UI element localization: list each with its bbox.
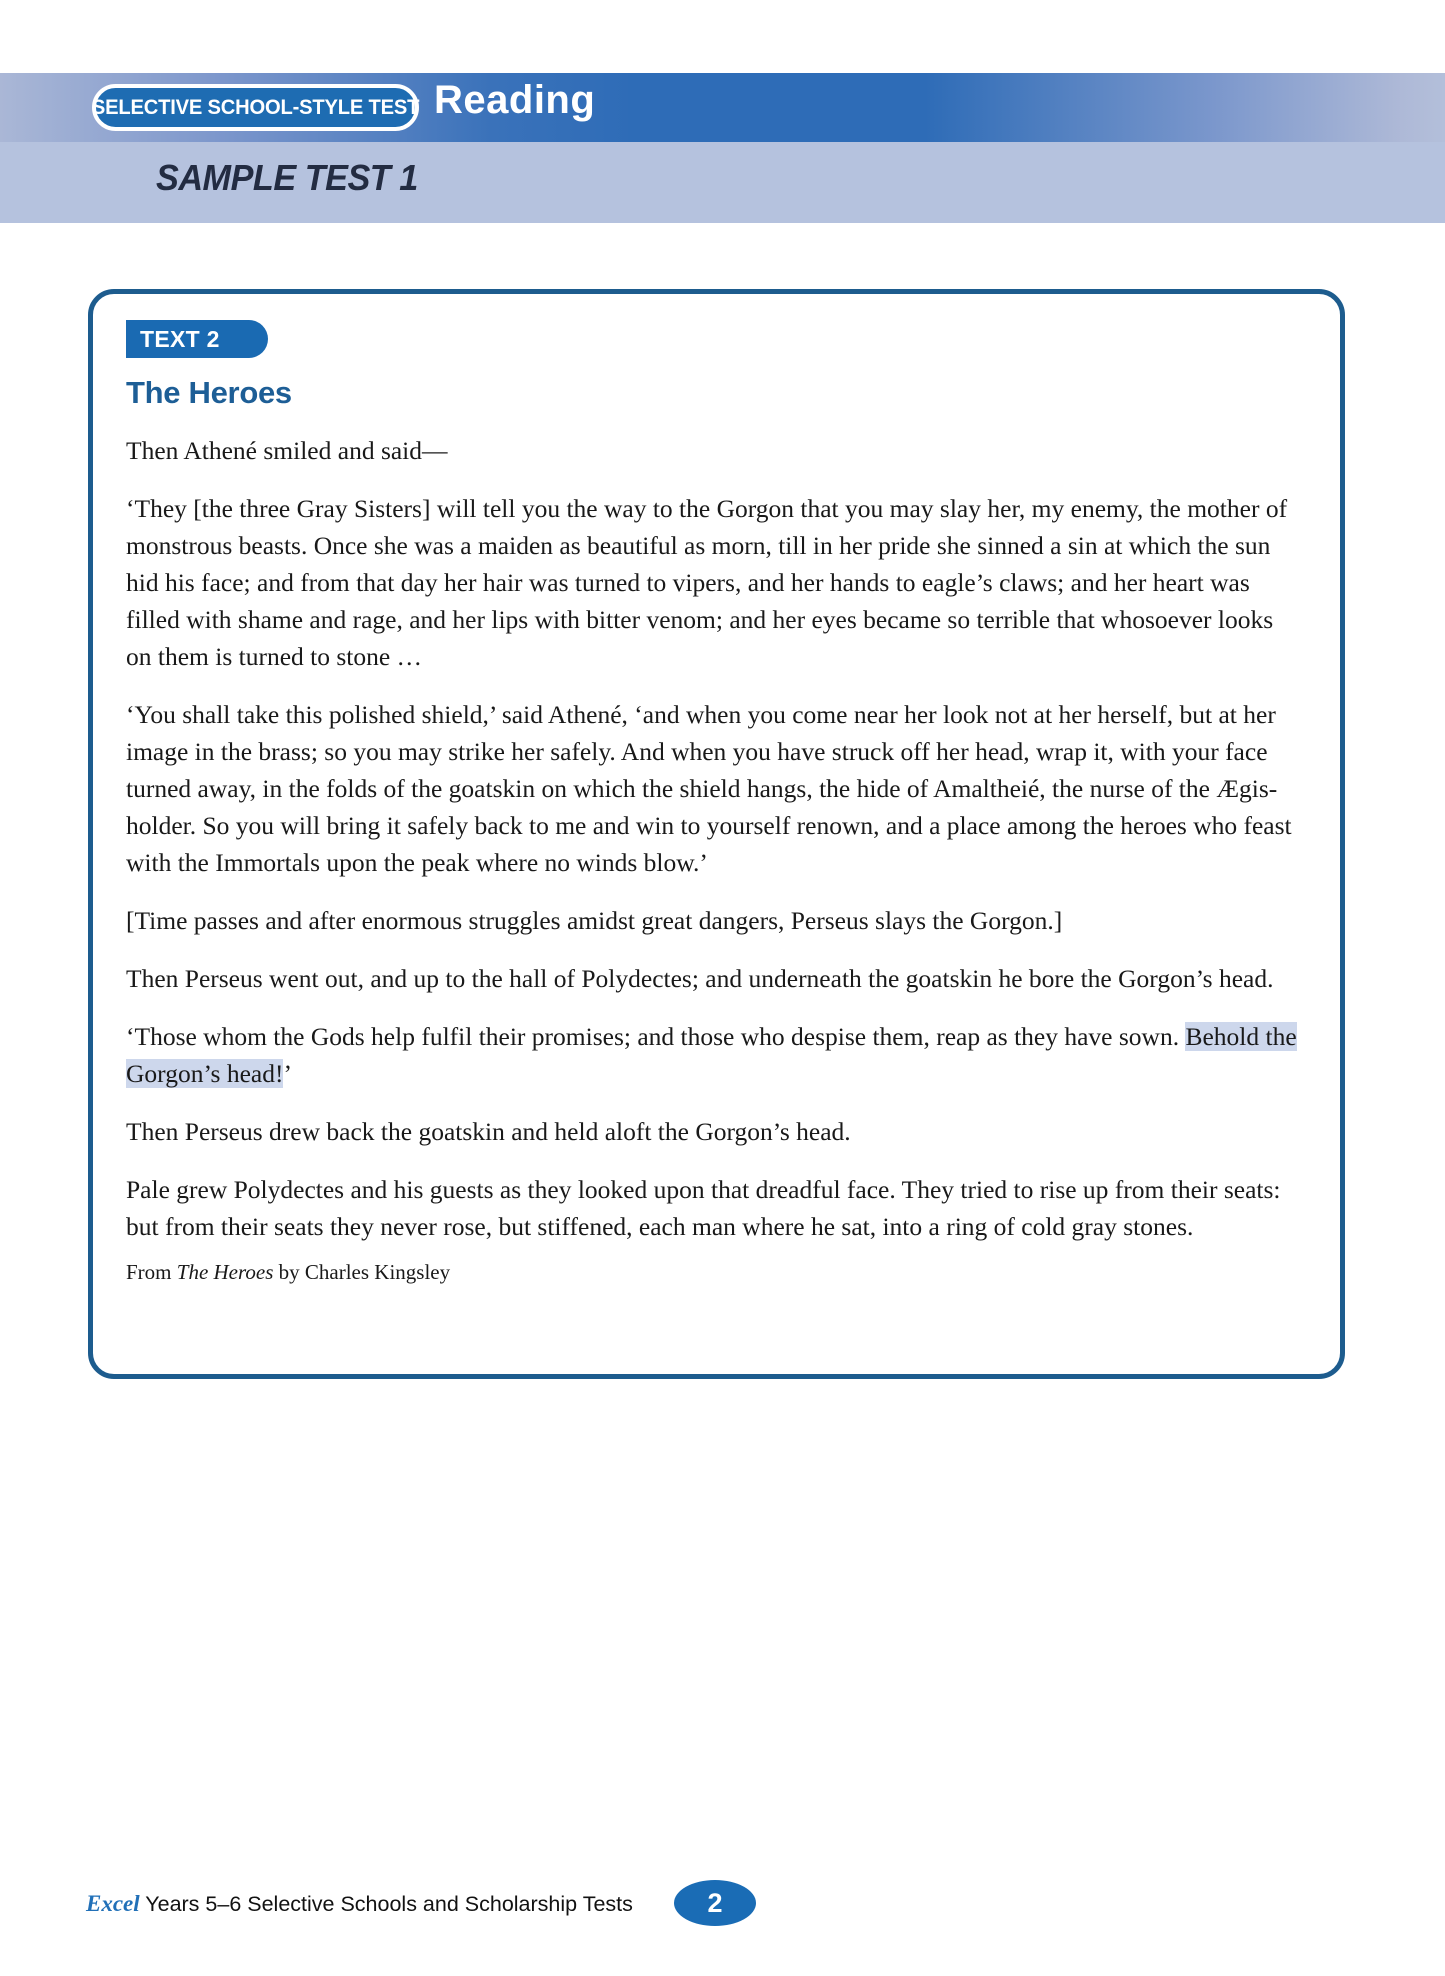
passage-paragraph [126, 960, 1304, 997]
paragraph-text: [Time passes and after enormous struggles amidst great dangers, Perseus slays the Gorgon.] [126, 906, 1063, 935]
page-number: 2 [707, 1887, 723, 1918]
passage-paragraph [126, 902, 1304, 939]
passage-paragraph [126, 1113, 1304, 1150]
passage-box [88, 289, 1345, 1379]
passage-paragraph [126, 432, 1304, 469]
test-type-badge [92, 84, 419, 131]
text-number-badge [126, 320, 268, 358]
text-number-label: TEXT 2 [140, 326, 220, 352]
paragraph-text: ‘You shall take this polished shield,’ said Athené, ‘and when you come near her look not at her herself, but at her image in the brass; so you may strike her safely. And when you have struck off her head, wrap it, with your face turned away, in the folds of the goatskin on which the shield hangs, the hide of Amaltheié, the nurse of the Ægis-holder. So you will bring it safely back to me and win to yourself renown, and a place among the heroes who feast with the Immortals upon the peak where no winds blow.’ [126, 700, 1292, 877]
passage-paragraph [126, 696, 1304, 881]
passage-title: The Heroes [126, 375, 292, 410]
page-number-badge [674, 1880, 756, 1926]
test-type-badge-label: SELECTIVE SCHOOL-STYLE TEST [91, 95, 420, 119]
source-work-title: The Heroes [176, 1260, 274, 1284]
paragraph-text: Then Perseus drew back the goatskin and held aloft the Gorgon’s head. [126, 1117, 851, 1146]
paragraph-text: Then Perseus went out, and up to the hall of Polydectes; and underneath the goatskin he bore the Gorgon’s head. [126, 964, 1274, 993]
passage-paragraph [126, 1018, 1304, 1092]
source-prefix: From [126, 1260, 177, 1284]
paragraph-text: ‘They [the three Gray Sisters] will tell you the way to the Gorgon that you may slay her, my enemy, the mother of monstrous beasts. Once she was a maiden as beautiful as morn, till in her pride she sinned a sin at which the sun hid his face; and from that day her hair was turned to vipers, and her hands to eagle’s claws; and her heart was filled with shame and rage, and her lips with bitter venom; and her eyes became so terrible that whosoever looks on them is turned to stone … [126, 494, 1288, 671]
highlighted-text: Behold the Gorgon’s head! [126, 1022, 1297, 1088]
passage-paragraph [126, 490, 1304, 675]
paragraph-text: ‘Those whom the Gods help fulfil their promises; and those who despise them, reap as they have sown. [126, 1022, 1186, 1051]
footer-brand-name: Excel [86, 1891, 140, 1916]
source-suffix: by Charles Kingsley [273, 1260, 451, 1284]
source-attribution [126, 1260, 1304, 1285]
paragraph-text: Then Athené smiled and said— [126, 436, 448, 465]
paragraph-text: ’ [283, 1059, 292, 1088]
sample-test-title: SAMPLE TEST 1 [156, 157, 418, 198]
passage-paragraph [126, 1171, 1304, 1245]
paragraph-text: Pale grew Polydectes and his guests as they looked upon that dreadful face. They tried to rise up from their seats: but from their seats they never rose, but stiffened, each man where he sat, into a ring of cold gray stones. [126, 1175, 1281, 1241]
passage-paragraphs [126, 432, 1304, 1245]
footer-book-title [86, 1891, 633, 1917]
footer-series-title: Years 5–6 Selective Schools and Scholarship Tests [139, 1892, 633, 1916]
section-title: Reading [434, 78, 596, 122]
